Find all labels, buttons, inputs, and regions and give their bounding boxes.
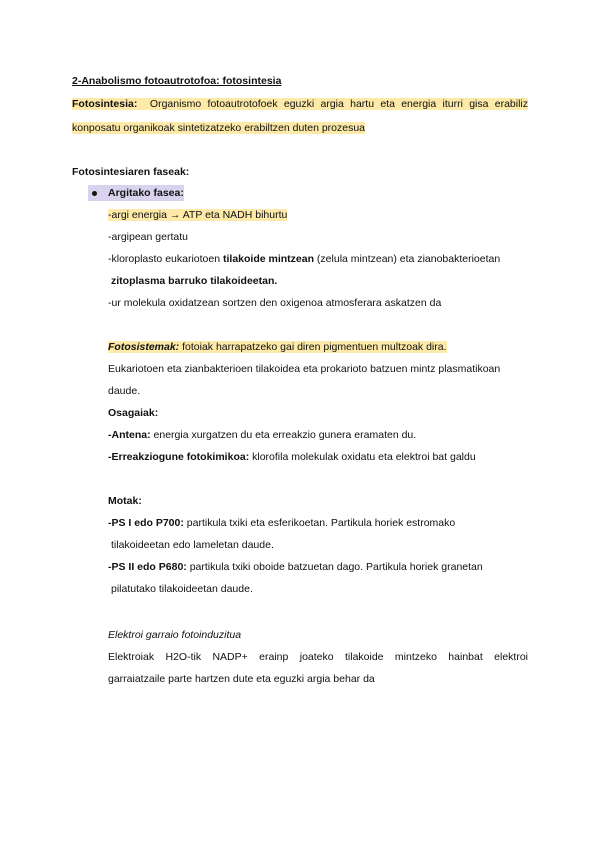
arrow-icon: →: [169, 209, 181, 221]
photosystems-definition: Fotosistemak: fotoiak harrapatzeko gai diren pigmentuen multzoak dira.: [108, 341, 447, 353]
phases-heading: Fotosintesiaren faseak:: [72, 166, 190, 178]
transport-line-2: garraiatzaile parte hartzen dute eta eguzki argia behar da: [108, 673, 375, 685]
type-ps2: -PS II edo P680: partikula txiki oboide batzuetan dago. Partikula horiek granetan: [108, 561, 483, 573]
definition-line-1: [72, 97, 528, 111]
type-ps1-line-2: tilakoideetan edo lameletan daude.: [111, 539, 274, 551]
component-antenna: -Antena: energia xurgatzen du eta erreakzio gunera eramaten du.: [108, 429, 417, 441]
page-title: 2-Anabolismo fotoautrotofoa: fotosintesia: [72, 75, 282, 87]
phase1-item-2: -argipean gertatu: [108, 231, 188, 243]
phase1-item-3-line-2: zitoplasma barruko tilakoideetan.: [111, 275, 278, 287]
bullet-icon: [92, 191, 97, 196]
photosystems-line-3: daude.: [108, 385, 141, 397]
types-heading: Motak:: [108, 495, 142, 507]
component-reaction-center: -Erreakziogune fotokimikoa: klorofila molekulak oxidatu eta elektroi bat galdu: [108, 451, 476, 463]
photosystems-line-2: Eukariotoen eta zianbakterioen tilakoidea eta prokarioto batzuen mintz plasmatikoan: [108, 363, 501, 375]
phase1-item-3: -kloroplasto eukariotoen tilakoide mintzean (zelula mintzean) eta zianobakterioetan: [108, 253, 501, 265]
transport-heading: Elektroi garraio fotoinduzitua: [108, 629, 242, 641]
definition-text-2: konposatu organikoak sintetizatzeko erabiltzen duten prozesua: [72, 122, 366, 134]
phase1-item-4: -ur molekula oxidatzean sortzen den oxigenoa atmosferara askatzen da: [108, 297, 442, 309]
phase1-item-1: -argi energia → ATP eta NADH bihurtu: [108, 209, 288, 221]
phase1-title: Argitako fasea:: [108, 187, 184, 199]
definition-term: Fotosintesia:: [72, 98, 138, 110]
definition-text-1: Organismo fotoautrotofoek eguzki argia hartu eta energia iturri gisa erabiliz: [149, 98, 528, 110]
transport-line-1: Elektroiak H2O-tik NADP+ erainp joateko tilakoide mintzeko hainbat elektroi: [108, 651, 528, 663]
type-ps1: -PS I edo P700: partikula txiki eta esferikoetan. Partikula horiek estromako: [108, 517, 456, 529]
components-heading: Osagaiak:: [108, 407, 159, 419]
definition-line-2: [72, 121, 365, 135]
type-ps2-line-2: pilatutako tilakoideetan daude.: [111, 583, 253, 595]
